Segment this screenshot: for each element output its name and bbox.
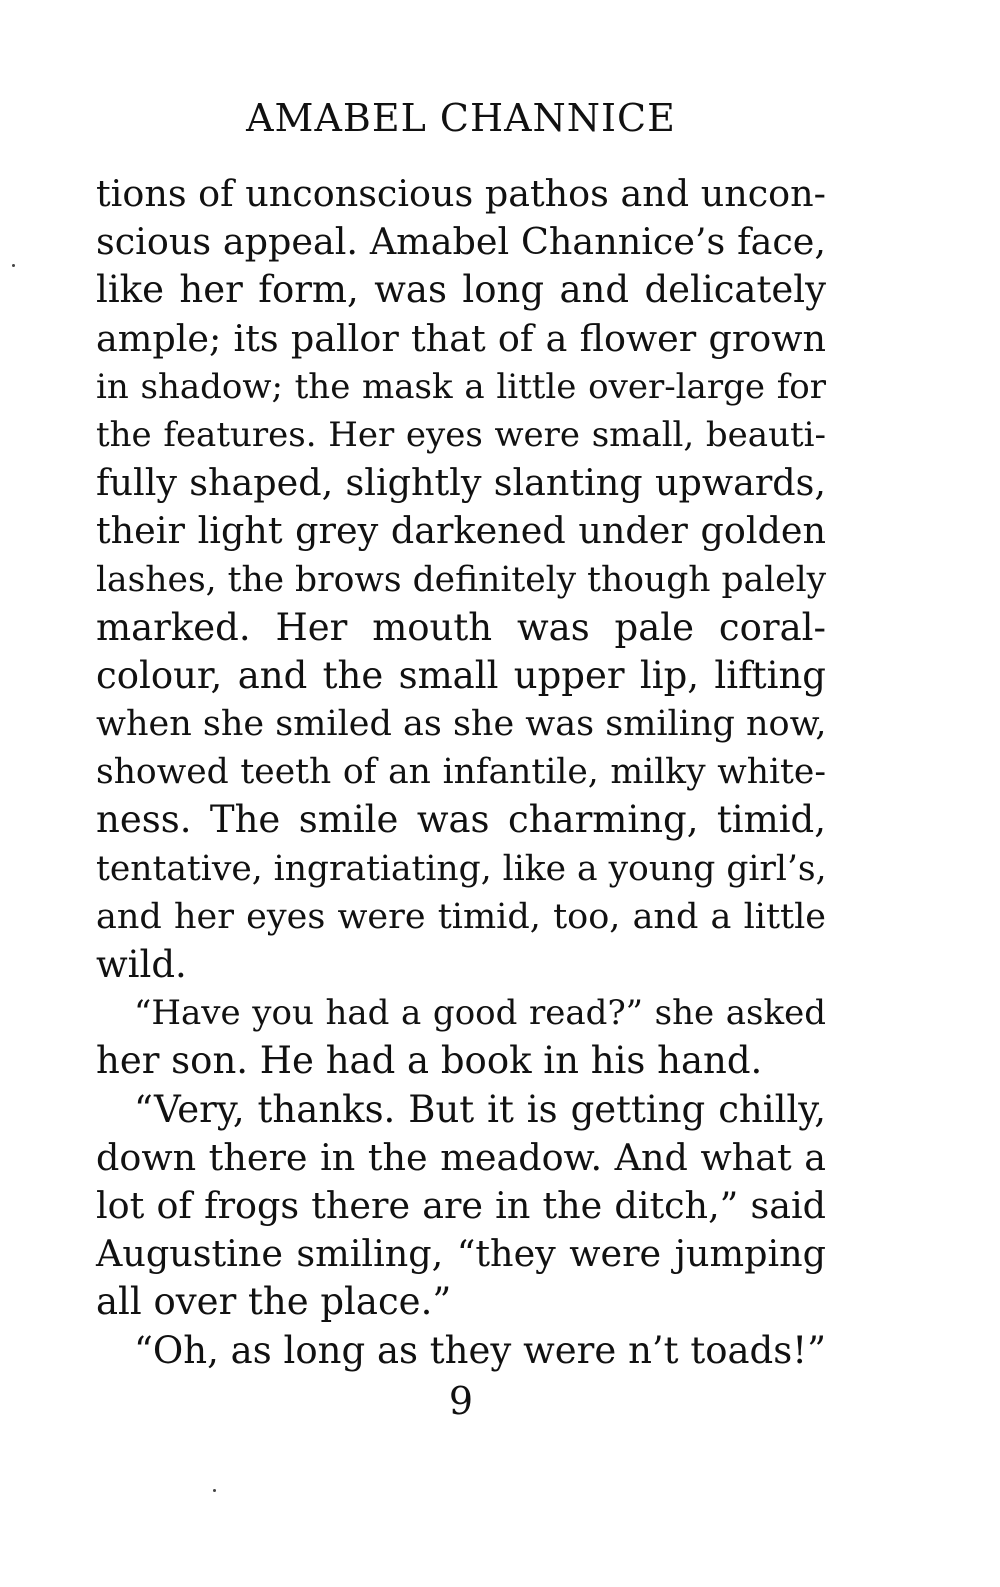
text-line: when she smiled as she was smiling now, [96,704,827,745]
text-line: in shadow; the mask a little over-large for [96,366,826,407]
text-line: all over the place.” [96,1280,452,1324]
text-line: colour, and the small upper lip, lifting [96,653,826,697]
text-line: ness. The smile was charming, timid, [96,798,826,842]
paragraph-1 [96,170,826,989]
text-line: marked. Her mouth was pale coral- [96,605,826,649]
text-line: lot of frogs there are in the ditch,” said [96,1183,826,1227]
paragraph-2 [96,989,826,1085]
text-line: wild. [96,943,187,986]
text-line: her son. He had a book in his hand. [96,1039,763,1083]
scan-speck [213,1489,216,1492]
text-line: tions of unconscious pathos and uncon- [96,172,826,215]
paragraph-4 [96,1327,826,1375]
text-line: their light grey darkened under golden [96,509,826,553]
scan-speck [12,264,15,267]
text-line: “Very, thanks. But it is getting chilly, [134,1087,826,1131]
running-head: AMABEL CHANNICE [246,96,676,140]
text-line: “Oh, as long as they were n’t toads!” [134,1328,826,1372]
text-line: tentative, ingratiating, like a young girl’s, [96,848,827,889]
text-line: lashes, the brows definitely though palely [96,559,827,600]
paragraph-3 [96,1086,826,1327]
text-line: “Have you had a good read?” she asked [134,993,826,1034]
text-line: the features. Her eyes were small, beauti- [96,414,826,455]
text-line: Augustine smiling, “they were jumping [96,1232,826,1276]
text-line: like her form, was long and delicately [96,268,826,312]
page-number: 9 [448,1379,474,1423]
text-line: fully shaped, slightly slanting upwards, [96,461,826,505]
text-line: down there in the meadow. And what a [96,1135,826,1179]
text-line: scious appeal. Amabel Channice’s face, [96,220,826,264]
text-line: ample; its pallor that of a flower grown [96,316,826,360]
text-line: and her eyes were timid, too, and a little [96,896,826,937]
text-line: showed teeth of an infantile, milky white- [96,752,826,793]
body-text [96,170,826,1375]
